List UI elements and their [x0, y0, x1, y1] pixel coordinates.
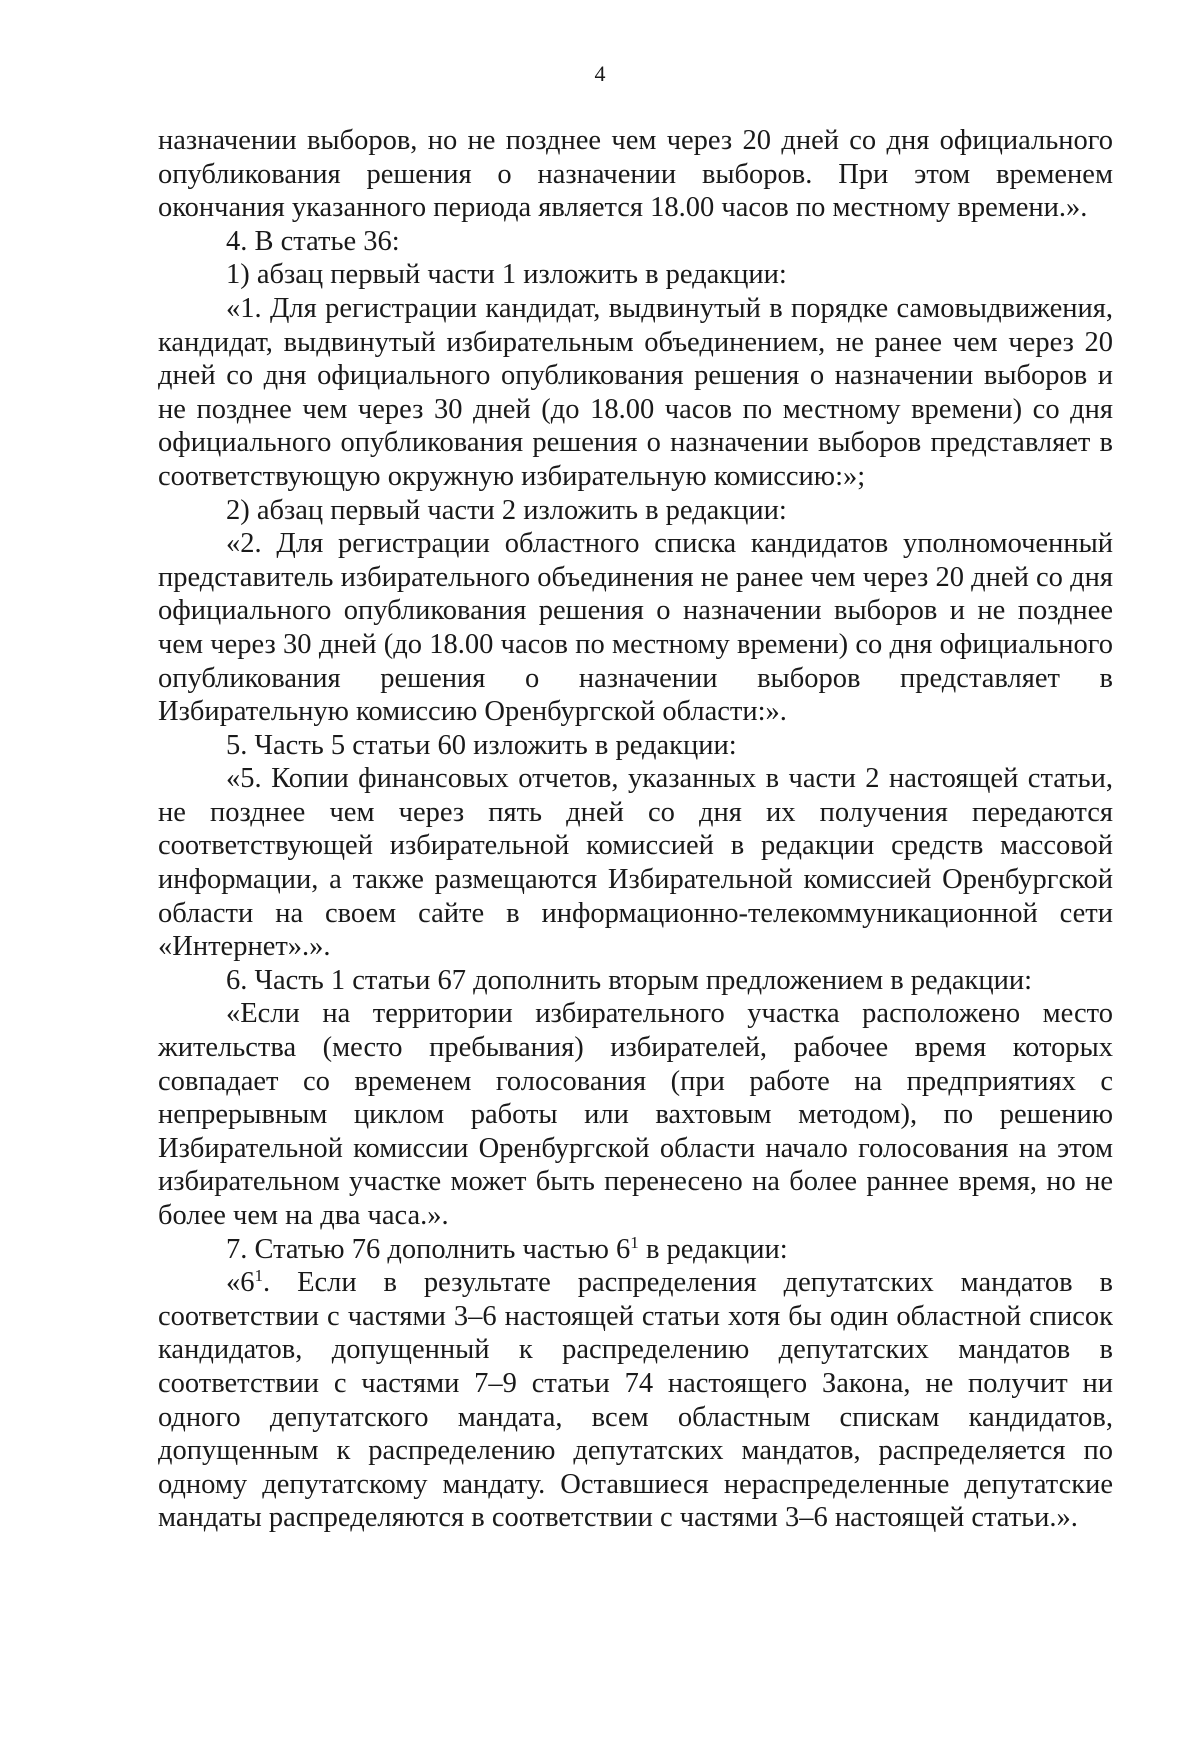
paragraph-item-6: 6. Часть 1 статьи 67 дополнить вторым предложением в редакции:	[226, 964, 1033, 996]
paragraph-quote-part-6-1-start: «6	[226, 1267, 255, 1299]
paragraph-continuation: назначении выборов, но не позднее чем через 20 дней со дня официального опубликования решения о назначении выборов. При этом временем окончания указанного периода является 18.00 часов по местному времени.».	[158, 125, 1113, 224]
paragraph-quote-part-6-1	[158, 1266, 1113, 1535]
paragraph-item-7-text: 7. Статью 76 дополнить частью 6	[226, 1233, 631, 1265]
page-number: 4	[594, 61, 606, 86]
paragraph-item-7	[158, 1233, 1113, 1267]
paragraph-subitem-2: 2) абзац первый части 2 изложить в редакции:	[226, 494, 787, 526]
paragraph-quote-part-2: «2. Для регистрации областного списка кандидатов уполномоченный представитель избирательного объединения не ранее чем через 20 дней со дня официального опубликования решения о назначении выборов и не позднее чем через 30 дней (до 18.00 часов по местному времени) со дня официального опубликования решения о назначении выборов представляет в Избирательную комиссию Оренбургской области:».	[158, 528, 1113, 728]
paragraph-quote-part-5: «5. Копии финансовых отчетов, указанных в части 2 настоящей статьи, не позднее чем через пять дней со дня их получения передаются соответствующей избирательной комиссией в редакции средств массовой информации, а также размещаются Избирательной комиссией Оренбургской области на своем сайте в информационно-телекоммуникационной сети «Интернет».».	[158, 763, 1113, 963]
paragraph-quote-part-1: «1. Для регистрации кандидат, выдвинутый в порядке самовыдвижения, кандидат, выдвинутый избирательным объединением, не ранее чем через 20 дней со дня официального опубликования решения о назначении выборов и не позднее чем через 30 дней (до 18.00 часов по местному времени) со дня официального опубликования решения о назначении выборов представляет в соответствующую окружную избирательную комиссию:»;	[158, 292, 1113, 492]
superscript-one: 1	[254, 1265, 264, 1285]
paragraph-quote-part-6-1-text: . Если в результате распределения депутатских мандатов в соответствии с частями 3–6 настоящей статьи хотя бы один областной список кандидатов, допущенный к распределению депутатских мандатов в соответствии с частями 7–9 статьи 74 настоящего Закона, не получит ни одного депутатского мандата, всем областным спискам кандидатов, допущенным к распределению депутатских мандатов, распределяется по одному депутатскому мандату. Оставшиеся нераспределенные депутатские мандаты распределяются в соответствии с частями 3–6 настоящей статьи.».	[158, 1267, 1113, 1534]
paragraph-item-5: 5. Часть 5 статьи 60 изложить в редакции:	[226, 729, 737, 761]
paragraph-quote-article-67: «Если на территории избирательного участка расположено место жительства (место пребывания) избирателей, рабочее время которых совпадает со временем голосования (при работе на предприятиях с непрерывным циклом работы или вахтовым методом), по решению Избирательной комиссии Оренбургской области начало голосования на этом избирательном участке может быть перенесено на более раннее время, но не более чем на два часа.».	[158, 998, 1113, 1231]
document-body	[158, 124, 1113, 1535]
paragraph-item-4: 4. В статье 36:	[226, 225, 400, 257]
paragraph-item-7-tail: в редакции:	[638, 1233, 788, 1265]
paragraph-subitem-1: 1) абзац первый части 1 изложить в редакции:	[226, 259, 787, 291]
superscript-one: 1	[630, 1232, 639, 1252]
